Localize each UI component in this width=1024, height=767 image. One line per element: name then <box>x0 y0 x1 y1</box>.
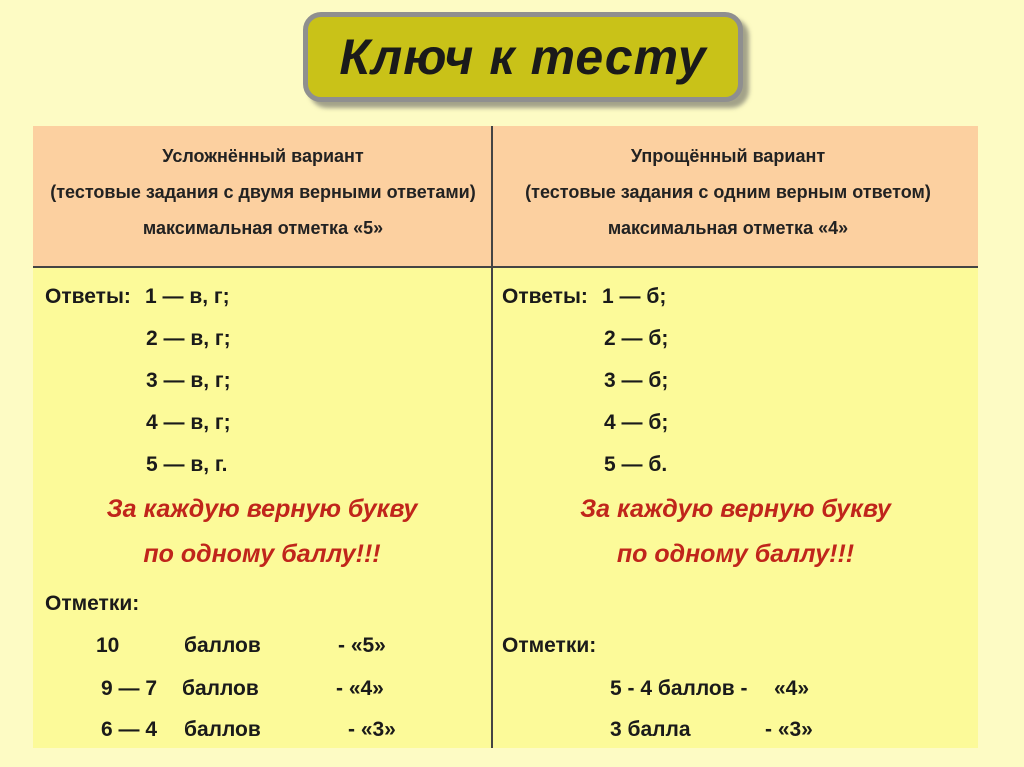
left-grade-3-range: 6 — 4 <box>101 718 158 741</box>
left-grades-label: Отметки: <box>45 592 140 615</box>
right-answers-label: Ответы: <box>502 285 588 308</box>
header-left <box>43 146 483 254</box>
header-left-max: максимальная отметка «5» <box>142 218 384 238</box>
left-answers-label: Ответы: <box>45 285 131 308</box>
header-right-name: Упрощённый вариант <box>630 146 826 166</box>
left-answer-3: 3 — в, г; <box>146 369 231 392</box>
left-grade-3-mark: - «3» <box>348 718 396 741</box>
left-note-line1: За каждую верную букву <box>106 495 418 523</box>
right-note-line1: За каждую верную букву <box>580 495 891 523</box>
left-answer-2: 2 — в, г; <box>146 327 231 350</box>
right-grade-1-mark: «4» <box>774 677 810 700</box>
left-answer-4: 4 — в, г; <box>146 411 231 434</box>
right-grade-2-mark: - «3» <box>765 718 813 741</box>
right-answer-4: 4 — б; <box>604 411 669 434</box>
header-right-desc: (тестовые задания с одним верным ответом) <box>525 182 931 202</box>
left-grade-2-mark: - «4» <box>336 677 384 700</box>
left-answer-5: 5 — в, г. <box>146 453 228 476</box>
right-answer-3: 3 — б; <box>604 369 669 392</box>
right-note-line2: по одному баллу!!! <box>616 540 855 568</box>
right-grade-1-range: 5 - 4 баллов - <box>610 677 748 700</box>
right-answer-2: 2 — б; <box>604 327 669 350</box>
left-note-line2: по одному баллу!!! <box>143 540 381 568</box>
right-answer-5: 5 — б. <box>604 453 668 476</box>
header-right-max: максимальная отметка «4» <box>607 218 849 238</box>
left-grade-2-range: 9 — 7 <box>101 677 158 700</box>
header-left-name: Усложнённый вариант <box>162 146 364 166</box>
page-title: Ключ к тесту <box>339 29 707 85</box>
right-answer-1: 1 — б; <box>602 285 667 308</box>
left-grade-1-range: 10 <box>96 634 120 657</box>
left-grade-3-unit: баллов <box>184 718 261 741</box>
header-divider <box>33 266 978 268</box>
left-grade-1-unit: баллов <box>184 634 261 657</box>
title-banner <box>303 12 743 102</box>
header-left-desc: (тестовые задания с двумя верными ответами) <box>50 182 476 202</box>
header-right <box>508 146 948 254</box>
right-grades-label: Отметки: <box>502 634 597 657</box>
column-divider <box>491 126 493 748</box>
left-answer-1: 1 — в, г; <box>145 285 230 308</box>
left-grade-2-unit: баллов <box>182 677 259 700</box>
left-grade-1-mark: - «5» <box>338 634 386 657</box>
answer-key-table <box>33 126 978 748</box>
right-grade-2-range: 3 балла <box>610 718 691 741</box>
